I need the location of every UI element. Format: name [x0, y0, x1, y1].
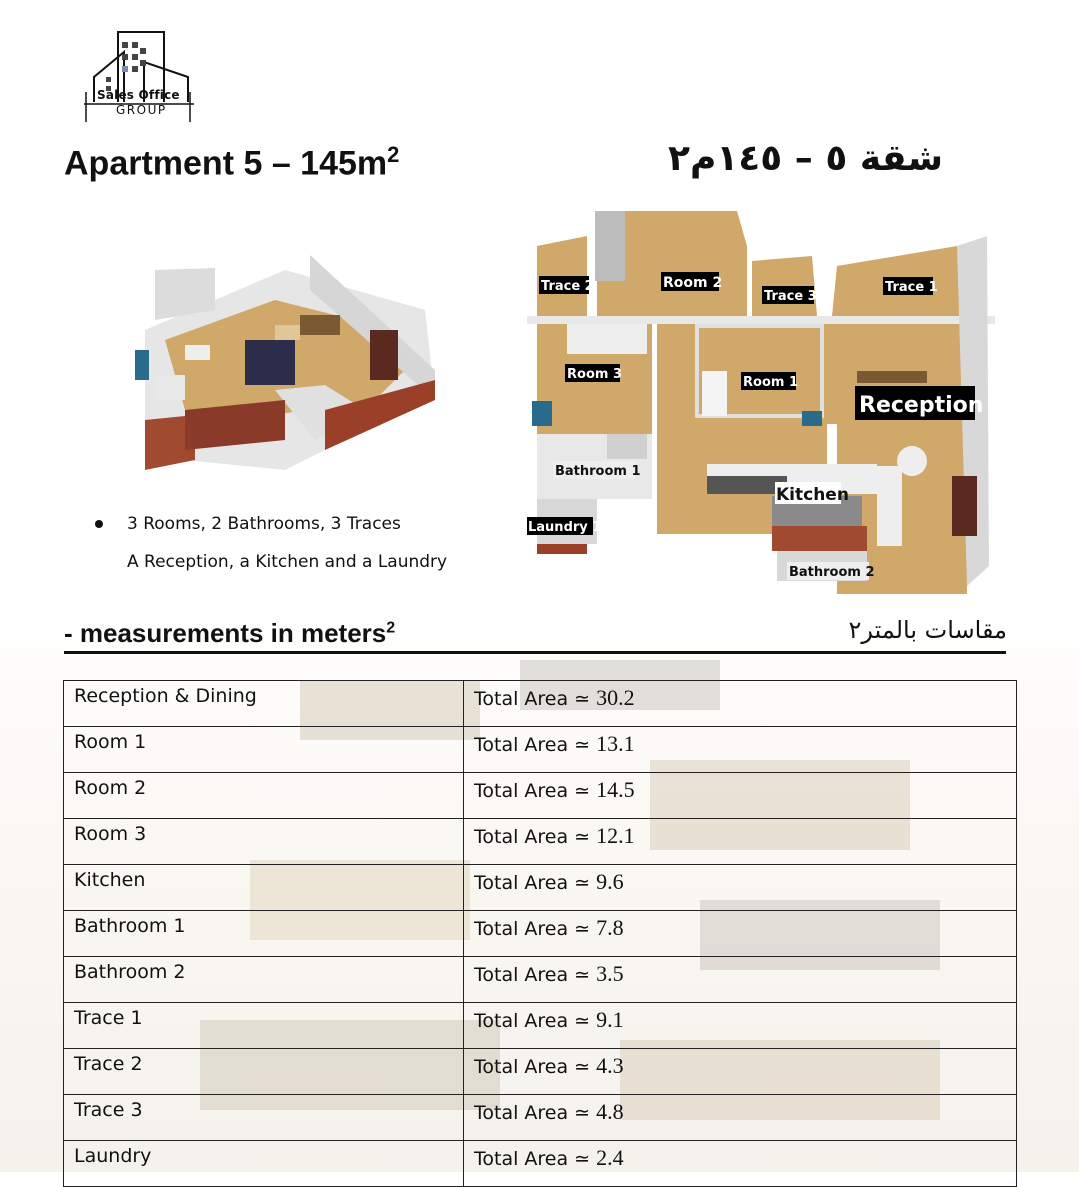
- label-room-3: Room 3: [567, 367, 622, 382]
- table-row: [64, 1095, 1017, 1141]
- area-label: Total Area ≃: [474, 872, 597, 894]
- room-name-cell: Room 3: [64, 819, 464, 865]
- area-value: 9.6: [596, 869, 624, 894]
- logo-text-top: Sales Office: [97, 88, 180, 102]
- area-label: Total Area ≃: [474, 1102, 597, 1124]
- label-reception: Reception: [859, 393, 984, 418]
- summary-line-1: 3 Rooms, 2 Bathrooms, 3 Traces: [127, 514, 401, 534]
- area-label: Total Area ≃: [474, 1148, 597, 1170]
- area-value: 14.5: [596, 777, 635, 802]
- logo-text-bottom: GROUP: [116, 103, 167, 117]
- area-value-cell: [464, 957, 1017, 1003]
- label-room-1: Room 1: [743, 375, 798, 390]
- area-label: Total Area ≃: [474, 964, 597, 986]
- label-laundry-1: Laundry 1: [528, 520, 602, 535]
- table-row: [64, 1049, 1017, 1095]
- area-value-cell: [464, 819, 1017, 865]
- area-value: 13.1: [596, 731, 635, 756]
- area-value-cell: [464, 1095, 1017, 1141]
- area-value: 7.8: [596, 915, 624, 940]
- page-title-arabic: شقة ٥ – ١٤٥م٢: [667, 138, 943, 179]
- room-name-cell: Trace 1: [64, 1003, 464, 1049]
- area-value-cell: [464, 1141, 1017, 1187]
- label-kitchen: Kitchen: [776, 485, 849, 505]
- room-name-cell: Trace 3: [64, 1095, 464, 1141]
- floorplan-3d-illustration: [125, 250, 440, 490]
- area-value: 3.5: [596, 961, 624, 986]
- room-name-cell: Laundry: [64, 1141, 464, 1187]
- area-value: 9.1: [596, 1007, 624, 1032]
- table-row: [64, 681, 1017, 727]
- floorplan-2d-illustration: [527, 206, 995, 598]
- room-name-cell: Reception & Dining: [64, 681, 464, 727]
- table-row: [64, 865, 1017, 911]
- heading-divider: [64, 651, 1006, 654]
- area-value: 4.8: [596, 1099, 624, 1124]
- area-label: Total Area ≃: [474, 734, 597, 756]
- area-value-cell: [464, 681, 1017, 727]
- area-label: Total Area ≃: [474, 1056, 597, 1078]
- table-row: [64, 819, 1017, 865]
- label-trace-2: Trace 2: [541, 279, 594, 294]
- summary-line-2: A Reception, a Kitchen and a Laundry: [127, 552, 448, 572]
- room-name-cell: Trace 2: [64, 1049, 464, 1095]
- bullet-icon: [95, 520, 103, 528]
- area-label: Total Area ≃: [474, 780, 597, 802]
- measurements-heading: - measurements in meters$^2$: [64, 618, 396, 648]
- area-value-cell: [464, 1003, 1017, 1049]
- area-value-cell: [464, 727, 1017, 773]
- area-value: 4.3: [596, 1053, 624, 1078]
- room-name-cell: Room 1: [64, 727, 464, 773]
- page-title-english: Apartment $5 - 145m^2$: [64, 142, 400, 183]
- table-row: [64, 1141, 1017, 1187]
- table-row: [64, 957, 1017, 1003]
- area-label: Total Area ≃: [474, 688, 597, 710]
- areas-table: [63, 680, 1017, 1187]
- area-value-cell: [464, 773, 1017, 819]
- table-row: [64, 1003, 1017, 1049]
- area-value: 12.1: [596, 823, 635, 848]
- area-value: 30.2: [596, 685, 635, 710]
- room-name-cell: Room 2: [64, 773, 464, 819]
- label-trace-3: Trace 3: [764, 289, 817, 304]
- area-label: Total Area ≃: [474, 826, 597, 848]
- label-bathroom-1: Bathroom 1: [555, 464, 641, 479]
- table-row: [64, 773, 1017, 819]
- measurements-heading-arabic: مقاسات بالمتر٢: [848, 616, 1007, 644]
- area-label: Total Area ≃: [474, 1010, 597, 1032]
- table-row: [64, 727, 1017, 773]
- label-room-2: Room 2: [663, 275, 723, 291]
- table-row: [64, 911, 1017, 957]
- label-trace-1: Trace 1: [885, 280, 938, 295]
- area-value-cell: [464, 911, 1017, 957]
- room-name-cell: Kitchen: [64, 865, 464, 911]
- room-name-cell: Bathroom 1: [64, 911, 464, 957]
- area-value: 2.4: [596, 1145, 624, 1170]
- room-name-cell: Bathroom 2: [64, 957, 464, 1003]
- label-bathroom-2: Bathroom 2: [789, 565, 875, 580]
- area-label: Total Area ≃: [474, 918, 597, 940]
- area-value-cell: [464, 1049, 1017, 1095]
- area-value-cell: [464, 865, 1017, 911]
- apartment-summary: [95, 514, 447, 572]
